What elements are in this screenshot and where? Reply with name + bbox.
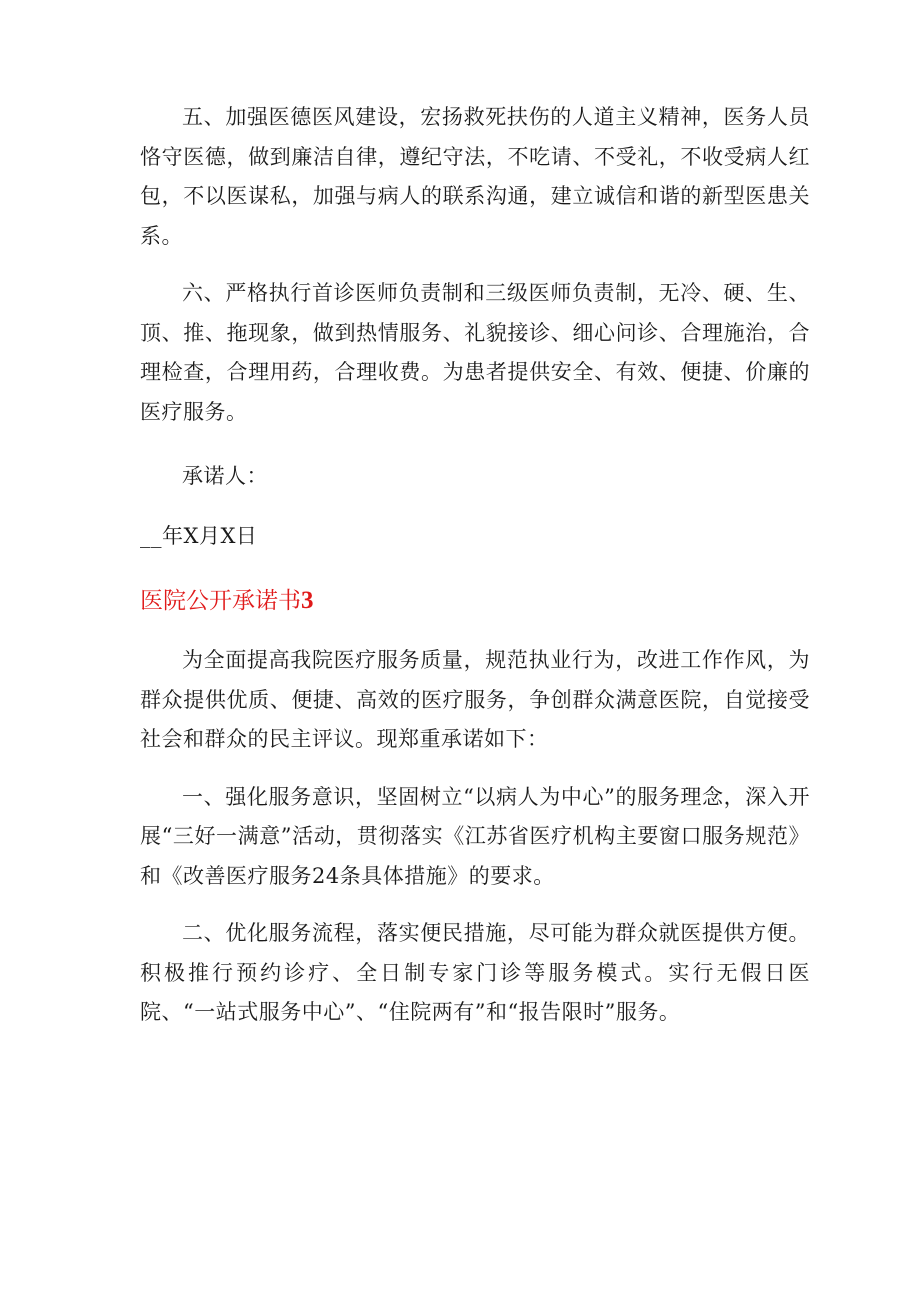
paragraph-six: 六、严格执行首诊医师负责制和三级医师负责制，无冷、硬、生、顶、推、拖现象，做到热情服务、礼貌接诊、细心问诊、合理施治，合理检查，合理用药，合理收费。为患者提供安全、有效、便捷、价廉的医疗服务。 <box>140 281 810 424</box>
intro-paragraph: 为全面提高我院医疗服务质量，规范执业行为，改进工作作风，为群众提供优质、便捷、高效的医疗服务，争创群众满意医院，自觉接受社会和群众的民主评议。现郑重承诺如下： <box>140 648 810 751</box>
paragraph-one: 一、强化服务意识，坚固树立“以病人为中心”的服务理念，深入开展“三好一满意”活动，贯彻落实《江苏省医疗机构主要窗口服务规范》和《改善医疗服务24条具体措施》的要求。 <box>140 784 810 888</box>
paragraph-five: 五、加强医德医风建设，宏扬救死扶伤的人道主义精神，医务人员恪守医德，做到廉洁自律，遵纪守法，不吃请、不受礼，不收受病人红包，不以医谋私，加强与病人的联系沟通，建立诚信和谐的新型医患关系。 <box>140 105 810 248</box>
section-heading-text: 医院公开承诺书 <box>140 588 301 614</box>
paragraph-two: 二、优化服务流程，落实便民措施，尽可能为群众就医提供方便。积极推行预约诊疗、全日制专家门诊等服务模式。实行无假日医院、“一站式服务中心”、“住院两有”和“报告限时”服务。 <box>140 921 810 1024</box>
date-line: __年X月X日 <box>140 523 258 548</box>
section-heading <box>140 581 810 621</box>
section-heading-number: 3 <box>301 587 314 614</box>
signer-label: 承诺人： <box>182 464 268 488</box>
document-page <box>140 98 810 1033</box>
